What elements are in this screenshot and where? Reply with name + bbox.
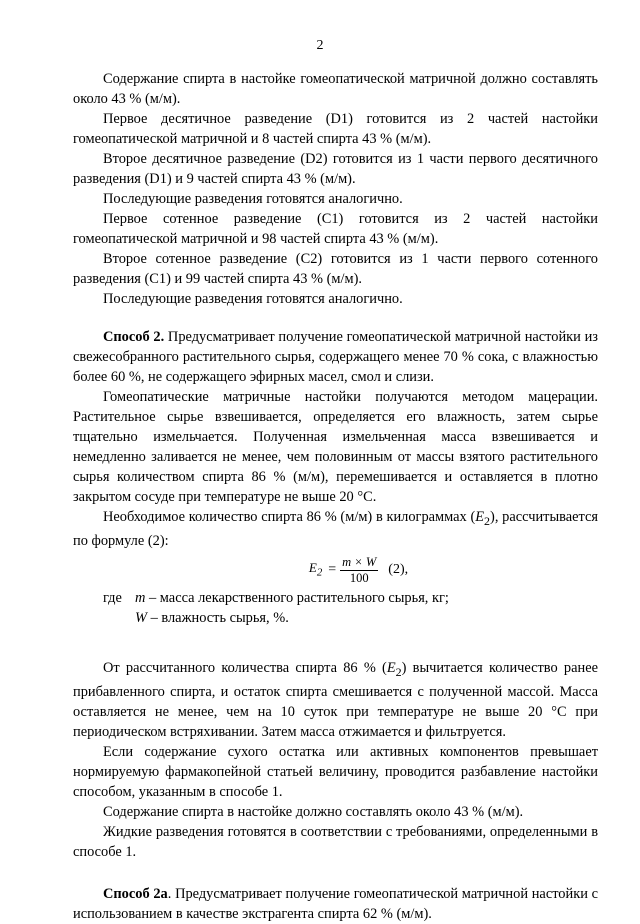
subscript: 2 <box>484 513 491 528</box>
text-span: ), рассчитывается по формуле (2): <box>73 509 598 549</box>
formula-tag: (2), <box>388 562 409 578</box>
paragraph: Последующие разведения готовятся аналогично. <box>103 191 403 207</box>
definition-w <box>135 608 598 628</box>
text-span: Необходимое количество спирта 86 % (м/м) в килограммах ( <box>103 509 476 525</box>
definition-text: – масса лекарственного растительного сырья, кг; <box>145 589 449 606</box>
formula <box>119 555 598 586</box>
variable: W <box>135 609 147 626</box>
where-label: где <box>103 589 122 606</box>
variable: Е <box>386 659 396 676</box>
definition-text: – влажность сырья, %. <box>147 609 289 626</box>
paragraph: Последующие разведения готовятся аналогично. <box>103 291 403 307</box>
paragraph: Второе сотенное разведение (С2) готовится из 1 части первого сотенного разведения (С1) и 99 частей спирта 43 % (м/м). <box>73 251 598 287</box>
formula-intro-paragraph <box>73 507 598 551</box>
paragraph: Первое десятичное разведение (D1) готовится из 2 частей настойки гомеопатической матричной и 8 частей спирта 43 % (м/м). <box>73 111 598 147</box>
page-number: 2 <box>316 38 324 53</box>
method-2-title: Способ 2. <box>103 329 165 345</box>
method-2-text: Предусматривает получение гомеопатической матричной настойки из свежесобранного растительного сырья, содержащего менее 70 % сока, с влажностью более 60 %, не содержащего эфирных масел, смол и слизи. <box>73 329 598 385</box>
paragraph: Если содержание сухого остатка или активных компонентов превышает нормируемую фармакопейной статьей величину, проводится разбавление настойки способом, указанным в способе 1. <box>73 743 598 800</box>
paragraph: Второе десятичное разведение (D2) готовится из 1 части первого десятичного разведения (D1) и 9 частей спирта 43 % (м/м). <box>73 151 598 187</box>
method-2a-text: . Предусматривает получение гомеопатической матричной настойки с использованием в качестве экстрагента спирта 62 % (м/м). <box>73 885 598 922</box>
text-span: От рассчитанного количества спирта 86 % ( <box>103 659 387 676</box>
formula-fraction <box>340 555 378 586</box>
paragraph <box>73 658 598 742</box>
definition-m <box>135 588 598 608</box>
method-2a-title: Способ 2а <box>103 885 168 902</box>
method-2a-paragraph <box>73 884 598 924</box>
formula-denominator: 100 <box>349 570 369 585</box>
paragraph: Содержание спирта в настойке гомеопатической матричной должно составлять около 43 % (м/м). <box>73 71 598 107</box>
formula-lhs: $E_2$ <box>308 560 323 579</box>
variable: m <box>135 589 146 606</box>
paragraph: Гомеопатические матричные настойки получаются методом мацерации. Растительное сырье взвешивается, определяется его влажность, затем сырье тщательно измельчается. Полученная измельченная масса взвешивается и немедленно заливается не менее, чем половинным от массы взятого растительного сырья количеством спирта 86 % (м/м), перемешивается и оставляется в плотно закрытом сосуде при температуре не выше 20 °С. <box>73 389 598 505</box>
paragraph: Жидкие разведения готовятся в соответствии с требованиями, определенными в способе 1. <box>73 823 598 860</box>
document-body <box>73 69 598 924</box>
formula-numerator: m × W <box>342 554 377 569</box>
variable: Е <box>475 509 485 525</box>
method-2-paragraph <box>73 327 598 387</box>
paragraph: Первое сотенное разведение (С1) готовится из 2 частей настойки гомеопатической матричной и 98 частей спирта 43 % (м/м). <box>73 211 598 247</box>
variable-definitions <box>73 588 598 628</box>
paragraph: Содержание спирта в настойке должно составлять около 43 % (м/м). <box>103 803 524 820</box>
subscript: 2 <box>395 664 402 679</box>
formula-equals: = <box>328 562 337 578</box>
text-span: ) вычитается количество ранее прибавленного спирта, и остаток спирта смешивается с полученной массой. Масса оставляется не менее, чем на 10 суток при температуре не выше 20 °С при периодическом встряхивании. Затем масса отжимается и фильтруется. <box>73 659 598 740</box>
